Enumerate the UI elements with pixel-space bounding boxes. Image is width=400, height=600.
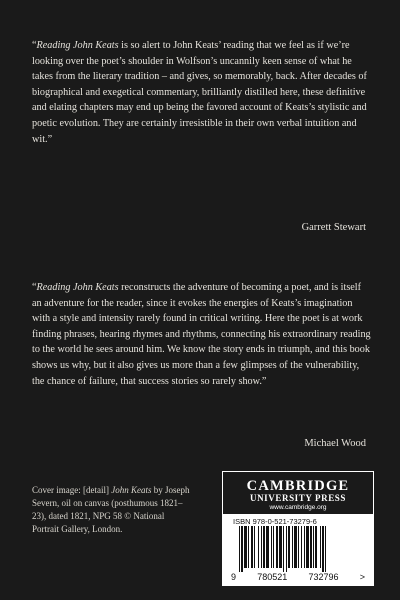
- publisher-url: www.cambridge.org: [269, 504, 327, 511]
- book-title-italic: Reading John Keats: [36, 282, 119, 293]
- barcode-bar: [258, 526, 259, 568]
- barcode-bar: [283, 526, 284, 572]
- barcode-bar: [310, 526, 312, 568]
- barcode-bar: [304, 526, 305, 568]
- barcode-bar: [301, 526, 302, 568]
- quote-body: reconstructs the adventure of becoming a poet, and is itself an adventure for the reader, since it evokes the energies of Keats’s imagination with a style and intensity rarely found in critical writing. Here the poet is at work finding phrases, hearing rhymes and rhythms, connecting his extraordinary reading to the world he sees around him. We know the story ends in triumph, and this book shows us why, but it also gives us more than a few glimpses of the vulnerability, the chance of failure, that success stories so rarely show.”: [32, 282, 371, 387]
- barcode-bar: [313, 526, 314, 568]
- barcode-bar: [241, 526, 243, 572]
- publisher-logo: [223, 472, 373, 514]
- barcode-bar: [294, 526, 297, 568]
- barcode-bar: [288, 526, 290, 568]
- quote-body: is so alert to John Keats’ reading that we feel as if we’re looking over the poet’s shoulder in Wolfson’s uncannily keen sense of what he takes from the literary tradition – and gives, so memorably, back. After decades of biographical and exegetical commentary, brilliantly distilled here, these definitive and elating chapters may end up being the favored account of Keats’s stylistic and poetic evolution. They are certainly irresistible in their own verbal intuition and wit.”: [32, 40, 367, 145]
- open-quote-mark: “: [32, 282, 37, 293]
- barcode-end-mark: >: [359, 572, 365, 582]
- barcode-digits-right: 732796: [308, 572, 339, 582]
- barcode-bar: [279, 526, 282, 568]
- publisher-barcode-panel: [222, 471, 374, 586]
- credit-details: by Joseph Severn, oil on canvas (posthumous 1821–23), dated 1821, NPG 58 © National Portrait Gallery, London.: [32, 485, 190, 534]
- barcode-bar: [276, 526, 278, 568]
- barcode-bar: [306, 526, 309, 568]
- barcode-bar: [239, 526, 240, 572]
- barcode-bar: [254, 526, 255, 568]
- barcode-bar: [261, 526, 262, 568]
- cover-image-credit: [32, 484, 192, 536]
- barcode-bar: [325, 526, 326, 572]
- barcode-bar: [251, 526, 253, 568]
- barcode-bar: [286, 526, 287, 572]
- book-title-italic: Reading John Keats: [36, 40, 119, 51]
- barcode-bar: [271, 526, 272, 568]
- open-quote-mark: “: [32, 40, 37, 51]
- barcode-bar: [298, 526, 299, 568]
- publisher-subname: UNIVERSITY PRESS: [249, 493, 347, 503]
- barcode-bar: [244, 526, 247, 568]
- barcode-digit-first: 9: [231, 572, 237, 582]
- publisher-name: CAMBRIDGE: [246, 478, 350, 494]
- barcode-bar: [292, 526, 293, 568]
- blurb-attribution-2: Michael Wood: [304, 438, 366, 449]
- barcode-bar: [322, 526, 324, 572]
- barcode-digits-left: 780521: [257, 572, 288, 582]
- blurb-attribution-1: Garrett Stewart: [301, 222, 366, 233]
- credit-artwork-title: John Keats: [111, 485, 152, 495]
- barcode-bar: [320, 526, 321, 568]
- barcode-image: [231, 526, 365, 574]
- blurb-quote-2: [32, 280, 372, 389]
- blurb-quote-1-text: [32, 38, 372, 147]
- barcode-digits: [231, 572, 365, 582]
- blurb-quote-2-text: [32, 280, 372, 389]
- blurb-quote-1: [32, 38, 372, 147]
- barcode-bar: [273, 526, 274, 568]
- isbn-label: ISBN 978-0-521-73279-6: [233, 517, 317, 526]
- barcode-bar: [248, 526, 249, 568]
- barcode-bar: [315, 526, 317, 568]
- barcode-bar: [263, 526, 265, 568]
- barcode-bar: [266, 526, 269, 568]
- credit-prefix: Cover image: [detail]: [32, 485, 112, 495]
